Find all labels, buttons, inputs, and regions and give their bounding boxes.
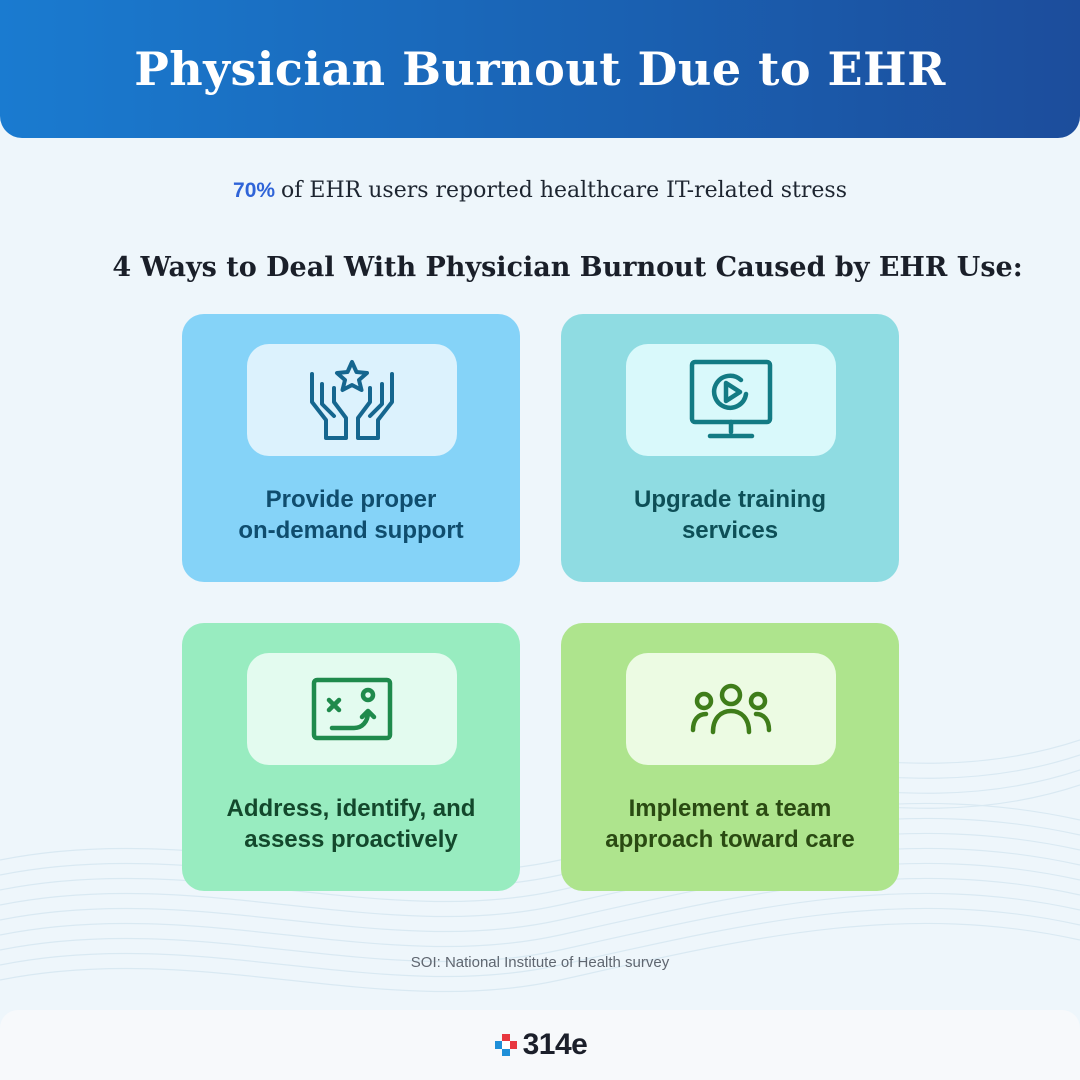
page-title: Physician Burnout Due to EHR — [134, 42, 946, 96]
card-on-demand-support — [182, 314, 520, 582]
card-icon-box — [247, 653, 457, 765]
card-label: Address, identify, and assess proactively — [226, 795, 476, 853]
strategy-board-icon — [310, 676, 394, 742]
section-subtitle: 4 Ways to Deal With Physician Burnout Caused by EHR Use: — [112, 252, 1023, 283]
source-note: SOI: National Institute of Health survey — [410, 954, 670, 971]
card-icon-box — [626, 344, 836, 456]
card-address-identify — [182, 623, 520, 891]
medical-cross-logo-icon — [493, 1032, 519, 1058]
team-icon — [689, 682, 773, 736]
stat-line — [0, 178, 1080, 203]
stat-percent: 70% — [233, 179, 276, 202]
card-label: Implement a team approach toward care — [605, 795, 855, 853]
header-banner — [0, 0, 1080, 138]
footer-bar — [0, 1010, 1080, 1080]
brand-logo — [493, 1028, 588, 1062]
card-label: Upgrade training services — [633, 486, 826, 544]
card-team-approach — [561, 623, 899, 891]
card-icon-box — [247, 344, 457, 456]
card-upgrade-training — [561, 314, 899, 582]
stat-text: of EHR users reported healthcare IT-related stress — [281, 178, 847, 203]
monitor-play-icon — [688, 358, 774, 442]
card-icon-box — [626, 653, 836, 765]
logo-text: 314e — [522, 1028, 588, 1061]
hands-star-icon — [304, 358, 400, 442]
card-label: Provide proper on-demand support — [238, 486, 464, 544]
